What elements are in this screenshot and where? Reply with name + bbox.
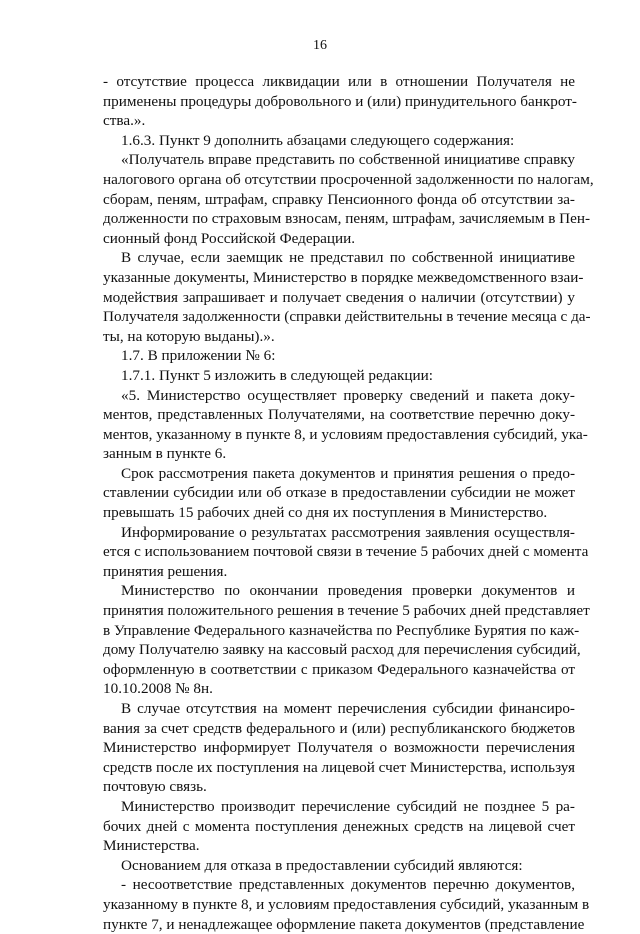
text-line: вания за счет средств федерального и (или) республиканского бюджетов <box>103 719 575 737</box>
text-line: Министерство по окончании проведения проверки документов и <box>121 582 575 600</box>
text-line: почтовую связь. <box>103 778 207 796</box>
text-line: средств после их поступления на лицевой счет Министерства, используя <box>103 758 575 776</box>
text-line: превышать 15 рабочих дней со дня их поступления в Министерство. <box>103 504 548 522</box>
paragraph <box>103 150 594 248</box>
paragraph <box>103 581 590 699</box>
paragraph <box>103 346 575 366</box>
document-body <box>103 72 594 934</box>
paragraph <box>103 386 588 464</box>
paragraph <box>103 699 575 797</box>
text-line: сборам, пеням, штрафам, справку Пенсионного фонда об отсутствии за- <box>103 190 575 208</box>
text-line: Министерство информирует Получателя о возможности перечисления <box>103 739 575 757</box>
text-line: Министерства. <box>103 837 200 855</box>
text-line: модействия запрашивает и получает сведения о наличии (отсутствии) у <box>103 288 575 306</box>
text-line: Министерство производит перечисление субсидий не позднее 5 ра- <box>121 797 575 815</box>
text-line: налогового органа об отсутствии просроченной задолженности по налогам, <box>103 170 594 188</box>
text-line: «5. Министерство осуществляет проверку сведений и пакета доку- <box>121 386 575 404</box>
text-line: ставлении субсидии или об отказе в предоставлении субсидии не может <box>103 484 575 502</box>
paragraph <box>103 856 575 876</box>
text-line: - несоответствие представленных документов перечню документов, <box>121 876 575 894</box>
text-line: 10.10.2008 № 8н. <box>103 680 213 698</box>
text-line: Получателя задолженности (справки действительны в течение месяца с да- <box>103 308 591 326</box>
text-line: ментов, представленных Получателями, на соответствие перечню доку- <box>103 406 575 424</box>
paragraph <box>103 797 575 856</box>
paragraph <box>103 523 589 582</box>
text-line: ется с использованием почтовой связи в течение 5 рабочих дней с момента <box>103 543 589 561</box>
paragraph <box>103 131 575 151</box>
page-number: 16 <box>313 38 327 53</box>
text-line: ментов, указанному в пункте 8, и условиям предоставления субсидий, ука- <box>103 425 588 443</box>
text-line: Информирование о результатах рассмотрения заявления осуществля- <box>121 523 575 541</box>
text-line: В случае отсутствия на момент перечисления субсидии финансиро- <box>121 700 575 717</box>
text-line: В случае, если заемщик не представил по собственной инициативе <box>121 249 575 267</box>
text-line: применены процедуры добровольного и (или) принудительного банкрот- <box>103 92 577 110</box>
text-line: принятия положительного решения в течение 5 рабочих дней представляет <box>103 602 590 620</box>
paragraph <box>103 72 575 131</box>
paragraph <box>103 464 575 523</box>
text-line: 1.6.3. Пункт 9 дополнить абзацами следующего содержания: <box>121 131 515 149</box>
text-line: сионный фонд Российской Федерации. <box>103 229 356 247</box>
text-line: указанному в пункте 8, и условиям предоставления субсидий, указанным в <box>103 895 590 913</box>
text-line: Основанием для отказа в предоставлении субсидий являются: <box>121 856 523 874</box>
text-line: бочих дней с момента поступления денежных средств на лицевой счет <box>103 817 575 835</box>
text-line: принятия решения. <box>103 562 228 580</box>
text-line: долженности по страховым взносам, пеням, штрафам, зачисляемым в Пен- <box>103 210 591 228</box>
text-line: - отсутствие процесса ликвидации или в отношении Получателя не <box>103 73 575 90</box>
text-line: «Получатель вправе представить по собственной инициативе справку <box>121 151 575 169</box>
text-line: оформленную в соответствии с приказом Федерального казначейства от <box>103 660 575 678</box>
text-line: в Управление Федерального казначейства по Республике Бурятия по каж- <box>103 621 580 639</box>
text-line: дому Получателю заявку на кассовый расход для перечисления субсидий, <box>103 641 581 659</box>
paragraph <box>103 366 575 386</box>
text-line: указанные документы, Министерство в порядке межведомственного взаи- <box>103 268 584 286</box>
text-line: Срок рассмотрения пакета документов и принятия решения о предо- <box>121 464 575 482</box>
paragraph <box>103 248 591 346</box>
text-line: 1.7.1. Пункт 5 изложить в следующей редакции: <box>121 366 434 384</box>
text-line: занным в пункте 6. <box>103 445 227 463</box>
text-line: пункте 7, и ненадлежащее оформление пакета документов (представление <box>103 915 585 933</box>
text-line: ства.». <box>103 112 146 130</box>
text-line: ты, на которую выданы).». <box>103 327 275 345</box>
text-line: 1.7. В приложении № 6: <box>121 347 276 365</box>
